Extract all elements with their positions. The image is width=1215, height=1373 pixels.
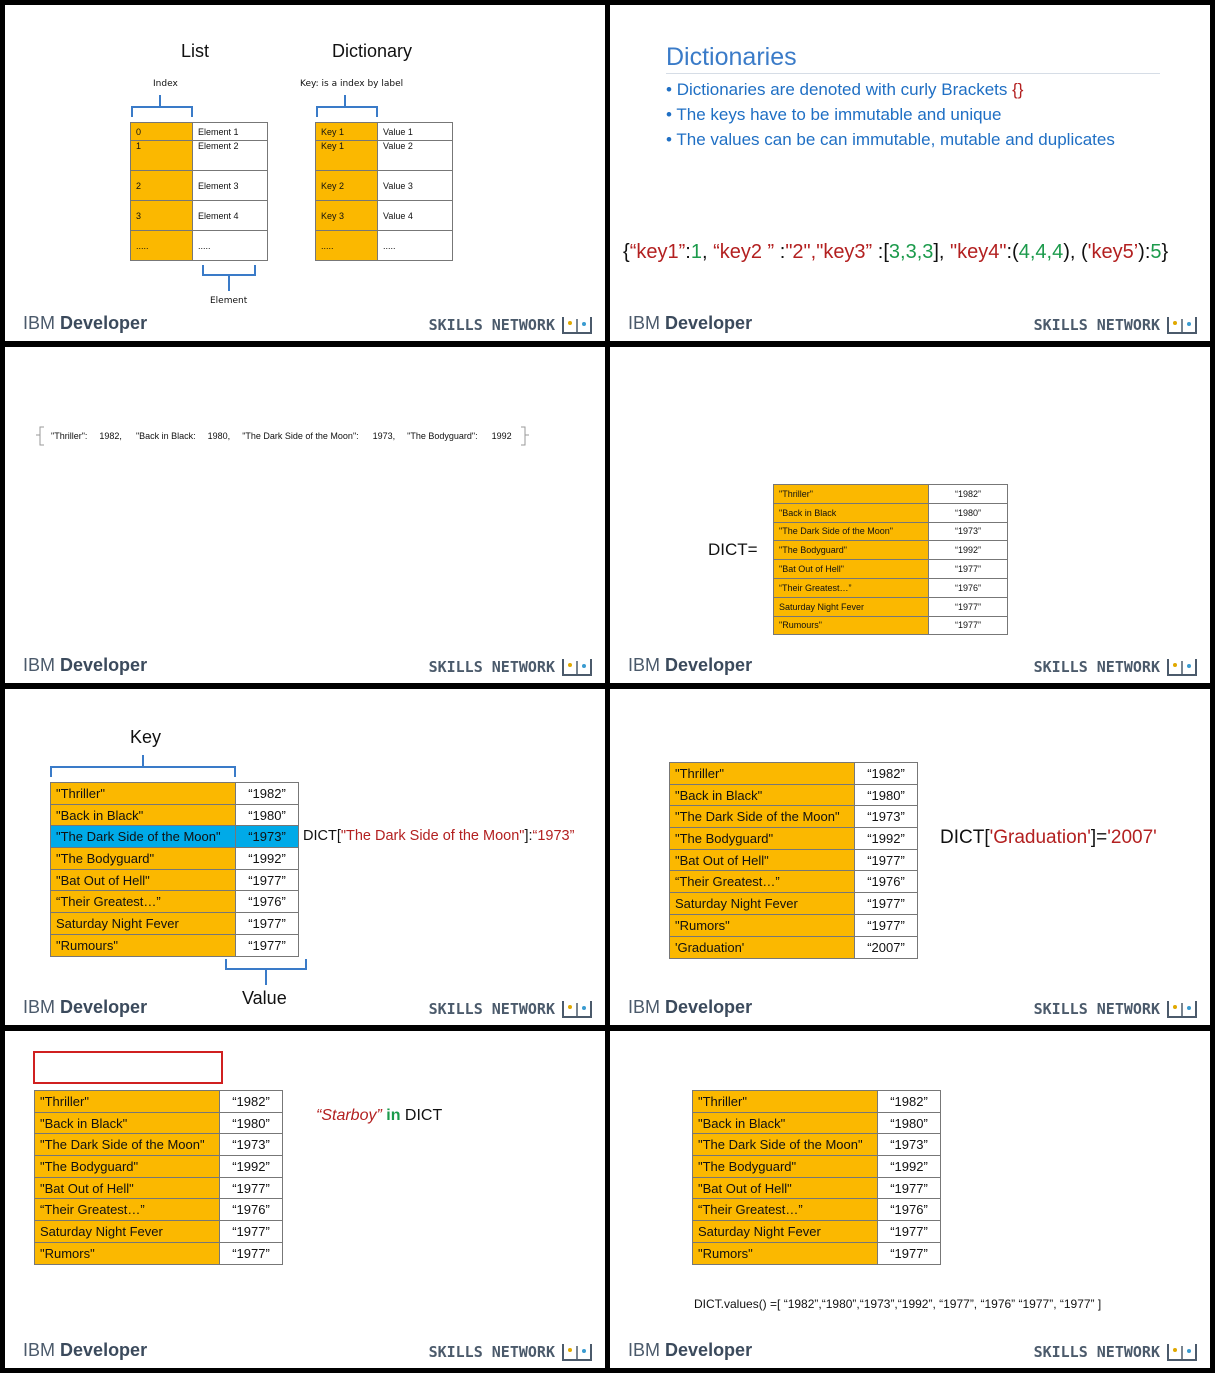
dict-value: “1976” — [855, 871, 918, 893]
dict-value: “1977” — [878, 1221, 941, 1243]
value-label: Value — [242, 988, 287, 1008]
list-element: Element 3 — [193, 171, 268, 201]
dict-key: "Rumors" — [670, 914, 855, 936]
dict-value: “1977” — [220, 1177, 283, 1199]
dict-value: “1976” — [220, 1199, 283, 1221]
dict-value: 1980, — [207, 431, 231, 441]
book-icon — [561, 1342, 593, 1362]
dict-key: "Back in Black" — [51, 804, 236, 826]
dictionary-table — [315, 122, 453, 261]
bullet-list — [666, 77, 1115, 152]
dict-key: "The Bodyguard" — [51, 848, 236, 870]
lookup-expression: DICT["The Dark Side of the Moon"]:“1973” — [303, 828, 575, 844]
ibm-developer-logo: IBM Developer — [23, 655, 148, 675]
dict-key: “Their Greatest…” — [51, 891, 236, 913]
slide-membership-test — [5, 1031, 605, 1368]
dict-key: "Back in Black" — [35, 1112, 220, 1134]
dict-value: “1973” — [878, 1134, 941, 1156]
dict-value: “1973” — [236, 826, 299, 848]
dict-value: Value 3 — [378, 171, 453, 201]
dict-key: "Back in Black" — [693, 1112, 878, 1134]
dict-key: "Rumours" — [774, 616, 929, 635]
bullet-item: • Dictionaries are denoted with curly Brackets {} — [666, 80, 1024, 99]
dict-key: Key 3 — [316, 201, 378, 231]
element-label: Element — [210, 296, 248, 306]
book-icon — [1166, 315, 1198, 335]
list-element: Element 2 — [193, 141, 268, 171]
dict-key: Key 2 — [316, 171, 378, 201]
book-icon — [1166, 657, 1198, 677]
dict-value: “1977” — [929, 616, 1008, 635]
ibm-developer-logo: IBM Developer — [628, 313, 753, 333]
dict-value: “1977” — [220, 1221, 283, 1243]
key-label: Key — [130, 727, 162, 747]
dict-value: “1980” — [929, 503, 1008, 522]
dict-value: ..... — [378, 231, 453, 261]
dict-key: "The Bodyguard": — [407, 431, 478, 441]
book-icon — [1166, 999, 1198, 1019]
element-brace — [201, 263, 259, 295]
dict-key: "The Dark Side of the Moon" — [35, 1134, 220, 1156]
dict-value: “1977” — [855, 914, 918, 936]
skills-network-logo: SKILLS NETWORK — [429, 315, 593, 335]
index-brace — [130, 89, 195, 119]
dict-value: “1992” — [855, 828, 918, 850]
slide-title: Dictionaries — [666, 43, 797, 71]
right-brace — [520, 426, 530, 446]
dict-value: “1982” — [220, 1091, 283, 1113]
dict-value: 1982, — [99, 431, 122, 441]
dict-key: "The Bodyguard" — [670, 828, 855, 850]
key-note: Key: is a index by label — [300, 79, 404, 89]
dict-value: 1992 — [491, 431, 512, 441]
skills-network-logo: SKILLS NETWORK — [1034, 657, 1198, 677]
dict-key: "The Dark Side of the Moon" — [51, 826, 236, 848]
ibm-developer-logo: IBM Developer — [628, 997, 753, 1017]
list-table — [130, 122, 268, 261]
dict-key: "The Dark Side of the Moon" — [670, 806, 855, 828]
dict-key: Saturday Night Fever — [774, 597, 929, 616]
dict-key: Saturday Night Fever — [51, 913, 236, 935]
skills-network-logo: SKILLS NETWORK — [1034, 999, 1198, 1019]
dict-key: "Rumors" — [693, 1242, 878, 1264]
dict-value: “1980” — [878, 1112, 941, 1134]
dict-value: “1992” — [878, 1156, 941, 1178]
dict-value: “1977” — [878, 1242, 941, 1264]
dict-table — [692, 1090, 941, 1265]
slide-dict-literal — [5, 347, 605, 683]
dict-value: “1982” — [855, 763, 918, 785]
list-index: 2 — [131, 171, 193, 201]
dict-value: “1980” — [855, 784, 918, 806]
dict-value: “1976” — [236, 891, 299, 913]
assignment-expression: DICT['Graduation']='2007' — [940, 827, 1157, 848]
book-icon — [1166, 1342, 1198, 1362]
dict-value: “1992” — [236, 848, 299, 870]
dict-key: Saturday Night Fever — [670, 893, 855, 915]
dict-key: "Bat Out of Hell" — [35, 1177, 220, 1199]
skills-network-logo: SKILLS NETWORK — [1034, 1342, 1198, 1362]
slide-list-vs-dictionary — [5, 5, 605, 341]
ibm-developer-logo: IBM Developer — [23, 1340, 148, 1360]
skills-network-logo: SKILLS NETWORK — [429, 657, 593, 677]
dict-key: Saturday Night Fever — [693, 1221, 878, 1243]
dictionary-title: Dictionary — [332, 41, 413, 61]
dict-value: “1992” — [220, 1156, 283, 1178]
dict-value: Value 2 — [378, 141, 453, 171]
dict-value: “1982” — [878, 1091, 941, 1113]
dict-value: “1976” — [929, 578, 1008, 597]
dict-value: 1973, — [372, 431, 396, 441]
dict-key: "Bat Out of Hell" — [670, 849, 855, 871]
dict-key: "Rumours" — [51, 934, 236, 956]
dict-key: Key 1 — [316, 123, 378, 141]
dict-value: “1977” — [929, 597, 1008, 616]
key-brace — [315, 89, 380, 119]
skills-network-logo: SKILLS NETWORK — [429, 1342, 593, 1362]
dict-table — [50, 782, 299, 957]
dict-value: “1973” — [929, 522, 1008, 541]
dict-key: “Their Greatest…” — [670, 871, 855, 893]
list-element: ..... — [193, 231, 268, 261]
dict-key: "Thriller" — [670, 763, 855, 785]
dict-value: “1973” — [220, 1134, 283, 1156]
ibm-developer-logo: IBM Developer — [23, 997, 148, 1017]
slide-dictionaries-intro — [610, 5, 1210, 341]
dict-key: "Back in Black — [774, 503, 929, 522]
dict-value: “1977” — [236, 913, 299, 935]
dict-value: “1977” — [236, 934, 299, 956]
value-brace — [224, 957, 308, 991]
dict-key: "Thriller" — [774, 485, 929, 504]
book-icon — [561, 657, 593, 677]
dict-key: "Back in Black: — [135, 431, 196, 441]
list-index: 0 — [131, 123, 193, 141]
slide-dict-values — [610, 1031, 1210, 1368]
dict-value: “1992” — [929, 541, 1008, 560]
dict-key: "The Bodyguard" — [35, 1156, 220, 1178]
dict-value: Value 1 — [378, 123, 453, 141]
dict-value: “1977” — [878, 1177, 941, 1199]
dict-key: 'Graduation' — [670, 937, 855, 959]
dict-value: “1976” — [878, 1199, 941, 1221]
dict-value: “1977” — [236, 869, 299, 891]
dict-key: "Thriller" — [693, 1091, 878, 1113]
key-brace — [49, 749, 239, 779]
dict-key: ..... — [316, 231, 378, 261]
dict-value: “1973” — [855, 806, 918, 828]
skills-network-logo: SKILLS NETWORK — [429, 999, 593, 1019]
dict-key: "The Dark Side of the Moon" — [774, 522, 929, 541]
ibm-developer-logo: IBM Developer — [628, 655, 753, 675]
dict-key: "Bat Out of Hell" — [693, 1177, 878, 1199]
highlighted-row — [51, 826, 299, 848]
dict-table — [669, 762, 918, 937]
list-element: Element 4 — [193, 201, 268, 231]
dict-key: "The Dark Side of the Moon" — [693, 1134, 878, 1156]
membership-expression: “Starboy” in DICT — [316, 1107, 443, 1124]
list-index: ..... — [131, 231, 193, 261]
slide-key-lookup — [5, 689, 605, 1025]
title-rule — [666, 73, 1160, 74]
index-label: Index — [153, 79, 178, 89]
dict-key: “Their Greatest…” — [693, 1199, 878, 1221]
list-element: Element 1 — [193, 123, 268, 141]
dict-label: DICT= — [708, 540, 758, 559]
dict-table — [34, 1090, 283, 1265]
dict-value: “1980” — [236, 804, 299, 826]
book-icon — [561, 999, 593, 1019]
left-brace — [35, 426, 45, 446]
dict-value: “1977” — [929, 560, 1008, 579]
dict-literal-line — [35, 426, 530, 446]
bullet-item: • The values can be can immutable, mutable and duplicates — [666, 130, 1115, 149]
dict-key: "Thriller": — [51, 431, 88, 441]
dict-value: “1980” — [220, 1112, 283, 1134]
empty-highlight-box — [33, 1051, 223, 1084]
dict-key: "Thriller" — [51, 783, 236, 805]
dictionary-syntax-example: {“key1”:1, “key2 ” :"2","key3” :[3,3,3], "key4":(4,4,4), ('key5’):5} — [623, 241, 1169, 263]
book-icon — [561, 315, 593, 335]
ibm-developer-logo: IBM Developer — [628, 1340, 753, 1360]
dict-value: Value 4 — [378, 201, 453, 231]
dict-key: "Rumors" — [35, 1242, 220, 1264]
dict-key: Saturday Night Fever — [35, 1221, 220, 1243]
slide-add-entry — [610, 689, 1210, 1025]
skills-network-logo: SKILLS NETWORK — [1034, 315, 1198, 335]
ibm-developer-logo: IBM Developer — [23, 313, 148, 333]
dict-table — [773, 484, 1008, 635]
values-expression: DICT.values() =[ “1982”,“1980”,“1973”,“1992”, “1977”, “1976” “1977”, “1977” ] — [694, 1297, 1102, 1311]
list-index: 1 — [131, 141, 193, 171]
bullet-item: • The keys have to be immutable and unique — [666, 105, 1002, 124]
list-title: List — [181, 41, 210, 61]
dict-key: "Bat Out of Hell" — [774, 560, 929, 579]
dict-key: “Their Greatest…” — [35, 1199, 220, 1221]
new-entry-row — [669, 936, 918, 959]
dict-value: “1982” — [929, 485, 1008, 504]
dict-value: “1977” — [855, 849, 918, 871]
list-index: 3 — [131, 201, 193, 231]
slide-dict-table — [610, 347, 1210, 683]
dict-key: "The Bodyguard" — [693, 1156, 878, 1178]
dict-key: "Back in Black" — [670, 784, 855, 806]
dict-key: "The Bodyguard" — [774, 541, 929, 560]
dict-value: “1977” — [855, 893, 918, 915]
dict-key: Key 1 — [316, 141, 378, 171]
dict-key: "Bat Out of Hell" — [51, 869, 236, 891]
dict-key: "The Dark Side of the Moon": — [242, 431, 359, 441]
dict-key: "Thriller" — [35, 1091, 220, 1113]
dict-value: “2007” — [855, 937, 918, 959]
dict-value: “1982” — [236, 783, 299, 805]
dict-value: “1977” — [220, 1242, 283, 1264]
dict-key: “Their Greatest…” — [774, 578, 929, 597]
